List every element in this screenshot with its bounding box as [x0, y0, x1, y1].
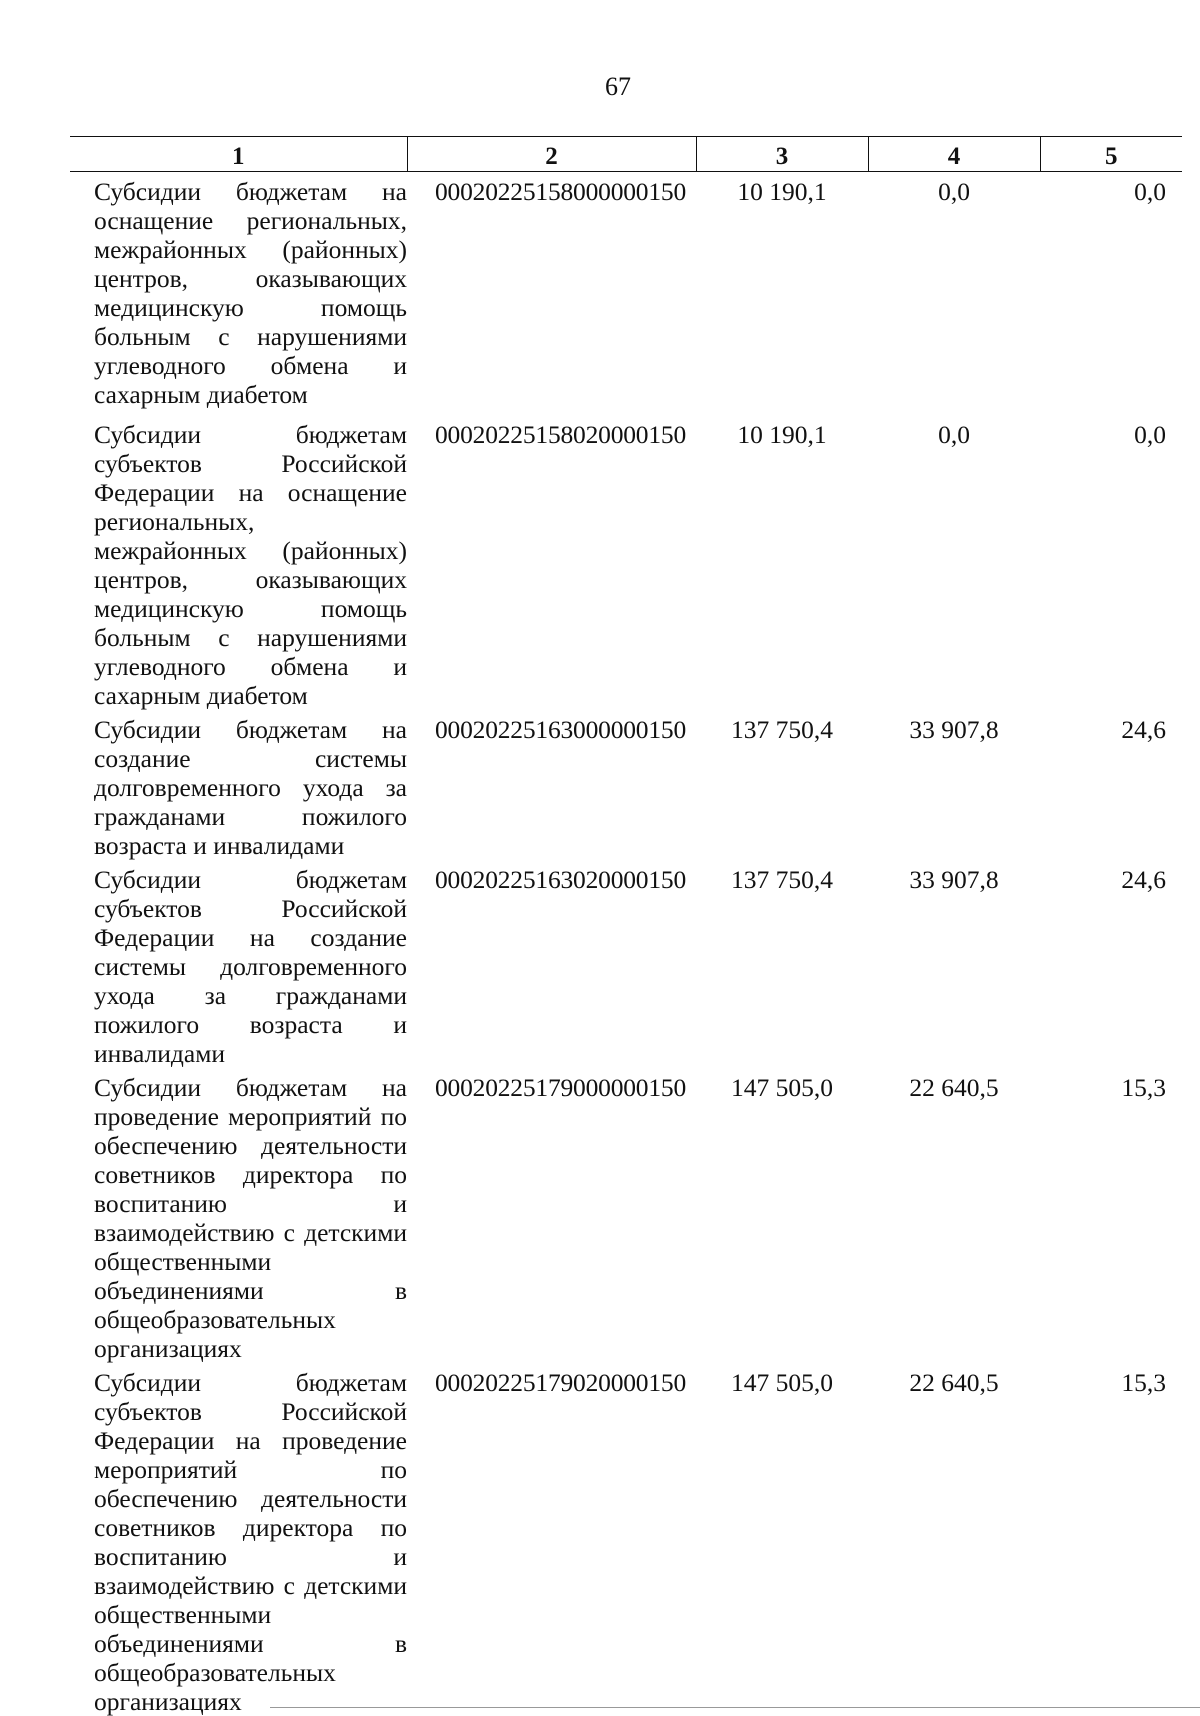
column-header-5: 5: [1040, 137, 1182, 172]
table-row: [70, 860, 1182, 1068]
row-value-col3: 10 190,1: [737, 177, 827, 206]
page-number: 67: [605, 72, 631, 101]
row-value-col5: 0,0: [1134, 177, 1166, 206]
row-description: Субсидии бюджетам на проведение мероприятий по обеспечению деятельности советников директора по воспитанию и взаимодействию с детскими общественными объединениями в общеобразовательных организациях: [94, 1072, 407, 1363]
column-header-4: 4: [868, 137, 1040, 172]
row-budget-code: 00020225163000000150: [435, 714, 687, 744]
row-value-col4: 0,0: [938, 177, 970, 206]
budget-table: [70, 136, 1182, 1716]
column-header-1: 1: [70, 137, 407, 172]
row-budget-code: 00020225179000000150: [435, 1072, 687, 1102]
row-value-col4: 22 640,5: [909, 1367, 999, 1397]
row-value-col4: 33 907,8: [909, 864, 999, 894]
table-row: [70, 1363, 1182, 1716]
row-value-col5: 15,3: [1121, 1072, 1166, 1102]
table-row: [70, 710, 1182, 860]
row-value-col3: 147 505,0: [731, 1072, 833, 1102]
table-row: [70, 1068, 1182, 1363]
row-value-col3: 137 750,4: [731, 714, 833, 744]
row-value-col3: 10 190,1: [737, 419, 827, 449]
row-value-col5: 24,6: [1121, 714, 1166, 744]
row-description: Субсидии бюджетам субъектов Российской Федерации на проведение мероприятий по обеспечению деятельности советников директора по воспитанию и взаимодействию с детскими общественными объединениями в общеобразовательных организациях: [94, 1367, 407, 1716]
budget-table-container: [70, 136, 1182, 1716]
table-row: [70, 172, 1182, 415]
row-value-col3: 147 505,0: [731, 1367, 833, 1397]
row-value-col4: 22 640,5: [909, 1072, 999, 1102]
row-budget-code: 00020225158000000150: [435, 177, 687, 206]
row-budget-code: 00020225158020000150: [435, 419, 687, 449]
column-header-2: 2: [407, 137, 696, 172]
column-header-3: 3: [696, 137, 868, 172]
row-description: Субсидии бюджетам на оснащение региональных, межрайонных (районных) центров, оказывающих медицинскую помощь больным с нарушениями углеводного обмена и сахарным диабетом: [94, 177, 407, 409]
row-value-col4: 0,0: [938, 419, 970, 449]
row-value-col5: 0,0: [1134, 419, 1166, 449]
row-budget-code: 00020225163020000150: [435, 864, 687, 894]
row-value-col5: 24,6: [1121, 864, 1166, 894]
row-description: Субсидии бюджетам на создание системы долговременного ухода за гражданами пожилого возраста и инвалидами: [94, 714, 407, 860]
row-value-col5: 15,3: [1121, 1367, 1166, 1397]
row-budget-code: 00020225179020000150: [435, 1367, 687, 1397]
bottom-scan-rule: [270, 1707, 1200, 1708]
row-value-col3: 137 750,4: [731, 864, 833, 894]
table-header-row: [70, 137, 1182, 172]
row-value-col4: 33 907,8: [909, 714, 999, 744]
row-description: Субсидии бюджетам субъектов Российской Федерации на оснащение региональных, межрайонных (районных) центров, оказывающих медицинскую помощь больным с нарушениями углеводного обмена и сахарным диабетом: [94, 419, 407, 710]
row-description: Субсидии бюджетам субъектов Российской Федерации на создание системы долговременного ухода за гражданами пожилого возраста и инвалидами: [94, 864, 407, 1068]
table-row: [70, 415, 1182, 710]
